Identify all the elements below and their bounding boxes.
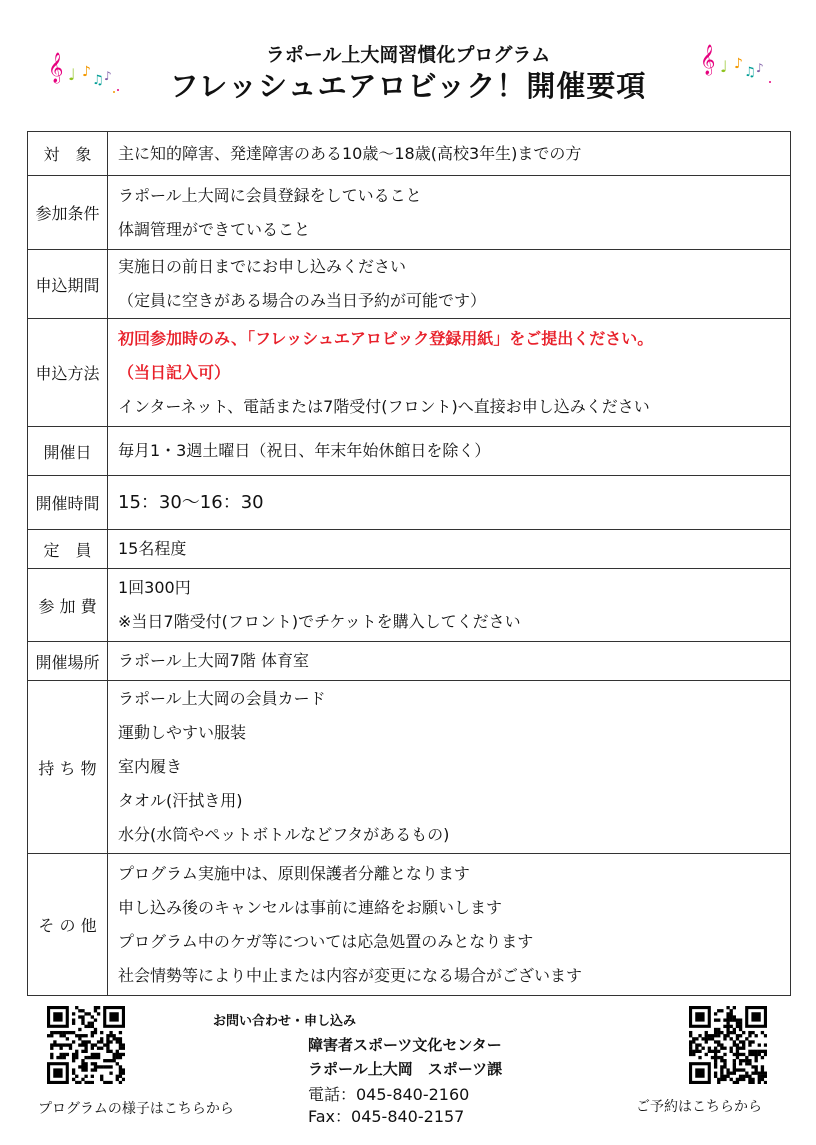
qr-code-program-icon[interactable] (47, 1006, 125, 1084)
row-line: ラポール上大岡の会員カード (118, 689, 326, 708)
music-notes-icon-right (700, 38, 776, 94)
row-belongings (28, 681, 791, 854)
svg-text:♫: ♫ (744, 65, 756, 80)
row-label: 参加条件 (28, 176, 108, 250)
reservation-caption: ご予約はこちらから (636, 1099, 762, 1115)
row-target (28, 132, 791, 176)
row-capacity (28, 530, 791, 569)
phone-number: 電話：045-840-2160 (308, 1085, 470, 1104)
row-dates (28, 427, 791, 476)
row-line: 社会情勢等により中止または内容が変更になる場合がございます (118, 965, 583, 985)
row-fee (28, 569, 791, 642)
program-caption: プログラムの様子はこちらから (38, 1101, 234, 1117)
org-department: ラポール上大岡 スポーツ課 (308, 1060, 503, 1078)
row-label: 開催場所 (28, 642, 108, 681)
row-label: 参 加 費 (28, 569, 108, 642)
svg-text:♪: ♪ (82, 64, 91, 80)
row-label: 申込方法 (28, 319, 108, 427)
row-venue (28, 642, 791, 681)
row-line: 15名程度 (118, 539, 187, 558)
row-line: ※当日7階受付(フロント)でチケットを購入してください (118, 612, 521, 631)
row-line: 実施日の前日までにお申し込みください (118, 257, 407, 276)
row-line: プログラム中のケガ等については応急処置のみとなります (118, 931, 534, 951)
notice-line: （当日記入可） (118, 362, 231, 382)
row-application-method (28, 319, 791, 427)
svg-text:𝄞: 𝄞 (700, 45, 716, 75)
row-line: 申し込み後のキャンセルは事前に連絡をお願いします (118, 897, 503, 917)
svg-text:♫: ♫ (92, 73, 104, 88)
contact-heading: お問い合わせ・申し込み (213, 1014, 357, 1029)
program-subtitle: ラポール上大岡習慣化プログラム (265, 44, 551, 66)
row-line: 体調管理ができていること (118, 219, 311, 239)
svg-text:♩: ♩ (720, 57, 728, 76)
row-application-period (28, 250, 791, 319)
svg-text:♪: ♪ (104, 69, 112, 83)
row-conditions (28, 176, 791, 250)
row-line: 運動しやすい服装 (118, 723, 247, 742)
fax-number: Fax：045-840-2157 (308, 1107, 465, 1126)
page-title: フレッシュエアロビック！開催要項 (169, 69, 647, 103)
row-label: 定 員 (28, 530, 108, 569)
row-line: インターネット、電話または7階受付(フロント)へ直接お申し込みください (118, 396, 650, 416)
row-label: 申込期間 (28, 250, 108, 319)
svg-text:♩: ♩ (68, 65, 76, 84)
row-label: 開催日 (28, 427, 108, 476)
row-line: （定員に空きがある場合のみ当日予約が可能です） (118, 291, 487, 310)
row-line: 主に知的障害、発達障害のある10歳～18歳(高校3年生)までの方 (118, 143, 582, 163)
svg-text:𝄞: 𝄞 (48, 53, 64, 83)
row-other (28, 854, 791, 996)
row-line: 1回300円 (118, 578, 191, 597)
row-line: ラポール上大岡に会員登録をしていること (118, 185, 422, 205)
row-label: 持 ち 物 (28, 681, 108, 854)
row-line: 15：30～16：30 (118, 491, 264, 513)
svg-text:♪: ♪ (756, 61, 764, 75)
row-line: プログラム実施中は、原則保護者分離となります (118, 863, 470, 883)
qr-code-reservation-icon[interactable] (689, 1006, 767, 1084)
row-line: 室内履き (118, 757, 183, 776)
notice-line: 初回参加時のみ、「フレッシュエアロビック登録用紙」をご提出ください。 (118, 328, 654, 348)
row-label: 開催時間 (28, 476, 108, 530)
row-label: 対 象 (28, 132, 108, 176)
row-line: ラポール上大岡7階 体育室 (118, 651, 309, 670)
row-line: 毎月1・3週土曜日（祝日、年末年始休館日を除く） (118, 441, 491, 460)
row-line: 水分(水筒やペットボトルなどフタがあるもの) (118, 825, 450, 844)
row-label: そ の 他 (28, 854, 108, 996)
row-line: タオル(汗拭き用) (118, 791, 243, 810)
row-time (28, 476, 791, 530)
info-table (27, 131, 791, 996)
org-name: 障害者スポーツ文化センター (308, 1036, 502, 1054)
svg-text:♪: ♪ (734, 56, 743, 72)
